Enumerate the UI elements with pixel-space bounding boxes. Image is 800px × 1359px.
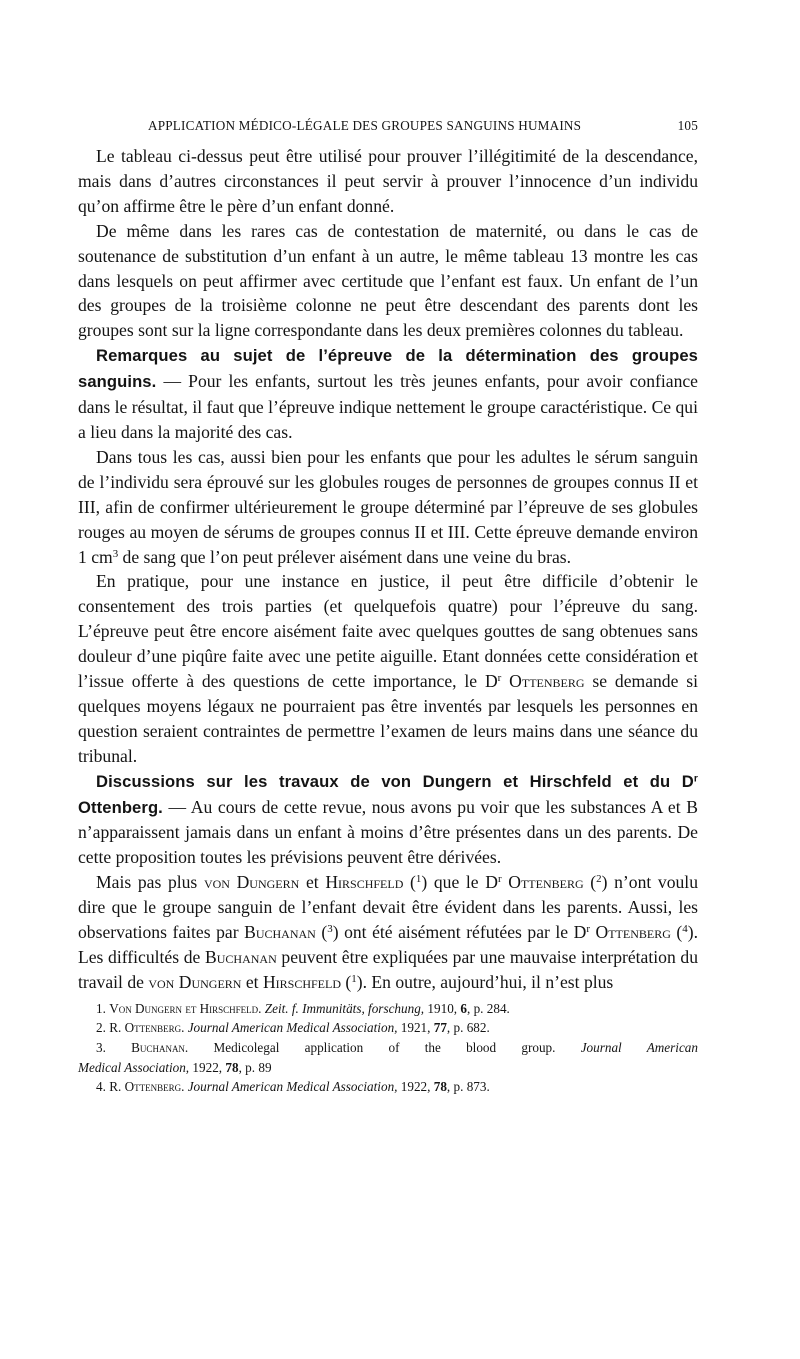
paragraph-5-text-b: se demande si quelques moyens légaux ne pourraient pas être inventés par lesquels les personnes en question seraient contraintes de permettre l’examen de leurs mains dans une séance du tribunal. (78, 671, 699, 766)
footnote-volume: 78 (433, 1079, 447, 1095)
text: ( (315, 922, 328, 943)
author-von-dungern: von Dungern (203, 872, 300, 893)
footnote-title: Medicolegal application of the blood group. (188, 1040, 556, 1055)
paragraph-3-body: — Pour les enfants, surtout les très jeunes enfants, pour avoir confiance dans le résultat, il faut que l’épreuve indique nettement le groupe caractéristique. Ce qui a lieu dans la majorité des cas. (78, 371, 698, 442)
author-hirschfeld: Hirschfeld (262, 971, 342, 992)
footnote-ref[interactable]: 3 (327, 923, 333, 936)
text: et (241, 971, 263, 992)
text: Mais pas plus (96, 872, 204, 893)
paragraph-6-body: — Au cours de cette revue, nous avons pu voir que les substances A et B n’apparaissent jamais dans un enfant à moins d’être présentes dans un des parents. De cette proposition toutes les prévisions peuvent être dérivées. (78, 796, 698, 868)
text: ( (583, 872, 597, 893)
text: ). (687, 922, 698, 943)
section-heading-remarques: Remarques au sujet de l’épreuve de la détermination des groupes sanguins. (78, 346, 698, 392)
paragraph-5 (78, 569, 698, 768)
paragraph-7 (78, 870, 698, 995)
footnote-volume: 77 (433, 1020, 447, 1036)
text: ( (403, 872, 416, 893)
footnote-authors: R. Ottenberg. (109, 1020, 185, 1036)
footnote-journal: Journal American Medical Association, (187, 1079, 398, 1095)
footnote-number: 2. (96, 1020, 106, 1036)
author-ottenberg: Ottenberg (501, 872, 584, 893)
running-title: APPLICATION MÉDICO-LÉGALE DES GROUPES SANGUINS HUMAINS (148, 118, 582, 133)
footnote-year: 1922, (397, 1079, 431, 1095)
footnote-journal: Journal American Medical Association, (187, 1020, 398, 1036)
footnote-number: 3. (96, 1040, 106, 1055)
footnote-number: 4. (96, 1079, 106, 1095)
paragraph-5-text-a: En pratique, pour une instance en justice, il peut être difficile d’obtenir le consentement des trois parties (et quelquefois quatre) pour l’épreuve du sang. L’épreuve peut être encore aisément faite avec quelques gouttes de sang obtenues sans douleur d’une piqûre faite avec une petite aiguille. Etant données cette considération et l’issue offerte à des questions de cette importance, le D (78, 571, 698, 692)
footnote-authors: Von Dungern et Hirschfeld. (109, 1000, 262, 1016)
footnote-pages: , p. 89 (238, 1059, 272, 1075)
text: ont été aisément réfutées par le D (338, 922, 587, 943)
footnote-journal: Zeit. f. Immunitäts, forschung, (264, 1000, 425, 1016)
footnote-volume: 78 (225, 1059, 239, 1075)
footnote-authors: R. Ottenberg. (109, 1079, 185, 1095)
author-buchanan: Buchanan (205, 947, 277, 967)
footnote-ref[interactable]: 1 (351, 972, 357, 985)
text: n’ont voulu dire que le groupe sanguin de l’enfant devait être évident dans les parents. Aussi, les observations faites par (78, 872, 698, 943)
footnote-year: 1910, (424, 1000, 458, 1016)
text: ) que le D (421, 872, 498, 893)
paragraph-1: Le tableau ci-dessus peut être utilisé pour prouver l’illégitimité de la descendance, mais dans d’autres circonstances il peut servir à prouver l’innocence d’un individu qu’on affirme être le père d’un enfant donné. (78, 146, 698, 216)
doctor-superscript: r (497, 873, 502, 886)
doctor-superscript: r (586, 923, 590, 936)
footnote-number: 1. (96, 1000, 106, 1016)
author-von-dungern: von Dungern (148, 971, 242, 992)
footnote-authors: Buchanan. (131, 1040, 189, 1055)
footnote-2 (78, 1018, 698, 1038)
footnote-3 (78, 1038, 698, 1058)
text: ( (341, 971, 352, 992)
page-number: 105 (677, 118, 698, 133)
author-ottenberg: Ottenberg (509, 671, 585, 692)
author-hirschfeld: Hirschfeld (325, 872, 404, 893)
footnote-ref[interactable]: 2 (596, 873, 602, 886)
paragraph-2: De même dans les rares cas de contestation de maternité, ou dans le cas de soutenance de substitution d’un enfant à un autre, le même tableau 13 montre les cas dans lesquels on peut affirmer avec certitude que l’enfant est faux. Un enfant de l’un des groupes de la troisième colonne ne peut être descendant des parents dont les groupes sont sur la ligne correspondante dans les deux premières colonnes du tableau. (78, 220, 698, 341)
footnote-4 (78, 1077, 698, 1097)
page (78, 118, 698, 1097)
body-text (78, 144, 698, 995)
doctor-superscript: r (693, 773, 698, 784)
cubic-superscript: 3 (112, 547, 119, 560)
footnote-volume: 6 (460, 1000, 467, 1016)
doctor-superscript: r (497, 672, 502, 685)
text: ( (670, 922, 683, 943)
footnotes (78, 999, 698, 1097)
footnote-pages: , p. 284. (466, 1000, 510, 1016)
text: ) (601, 872, 608, 893)
footnote-3-continued (78, 1058, 698, 1078)
text: ) (332, 922, 339, 943)
heading-text-a: Discussions sur les travaux de von Dungern et Hirschfeld et du D (96, 771, 694, 791)
paragraph-6 (78, 769, 698, 871)
text: En outre, aujourd’hui, il n’est plus (367, 971, 614, 992)
footnote-year: 1922, (189, 1059, 223, 1075)
running-head (78, 118, 698, 144)
footnote-ref[interactable]: 4 (682, 923, 688, 936)
author-ottenberg: Ottenberg (589, 922, 671, 943)
paragraph-4-text-b: de sang que l’on peut prélever aisément dans une veine du bras. (118, 546, 572, 567)
footnote-1 (78, 999, 698, 1019)
text: et (299, 872, 326, 893)
heading-text-b: Ottenberg. (78, 797, 163, 817)
text: peuvent être expliquées par une mauvaise interprétation du travail de (78, 947, 698, 992)
author-buchanan: Buchanan (244, 922, 316, 943)
paragraph-3 (78, 343, 698, 445)
footnote-journal: Medical Association, (78, 1059, 190, 1075)
text: Les difficultés de (78, 947, 205, 967)
paragraph-4 (78, 445, 698, 570)
text: ). (356, 971, 367, 992)
footnote-ref[interactable]: 1 (415, 873, 422, 886)
paragraph-4-text-a: Dans tous les cas, aussi bien pour les enfants que pour les adultes le sérum sanguin de l’individu sera éprouvé sur les globules rouges de personnes de groupes connus II et III, afin de confirmer ultérieurement le groupe déterminé par l’épreuve de ses globules rouges au moyen de sérums de groupes connus II et III. Cette épreuve demande environ 1 cm (78, 446, 698, 567)
footnote-pages: , p. 682. (446, 1020, 490, 1036)
footnote-pages: , p. 873. (446, 1079, 490, 1095)
footnote-year: 1921, (397, 1020, 431, 1036)
footnote-journal: Journal American (580, 1040, 698, 1055)
